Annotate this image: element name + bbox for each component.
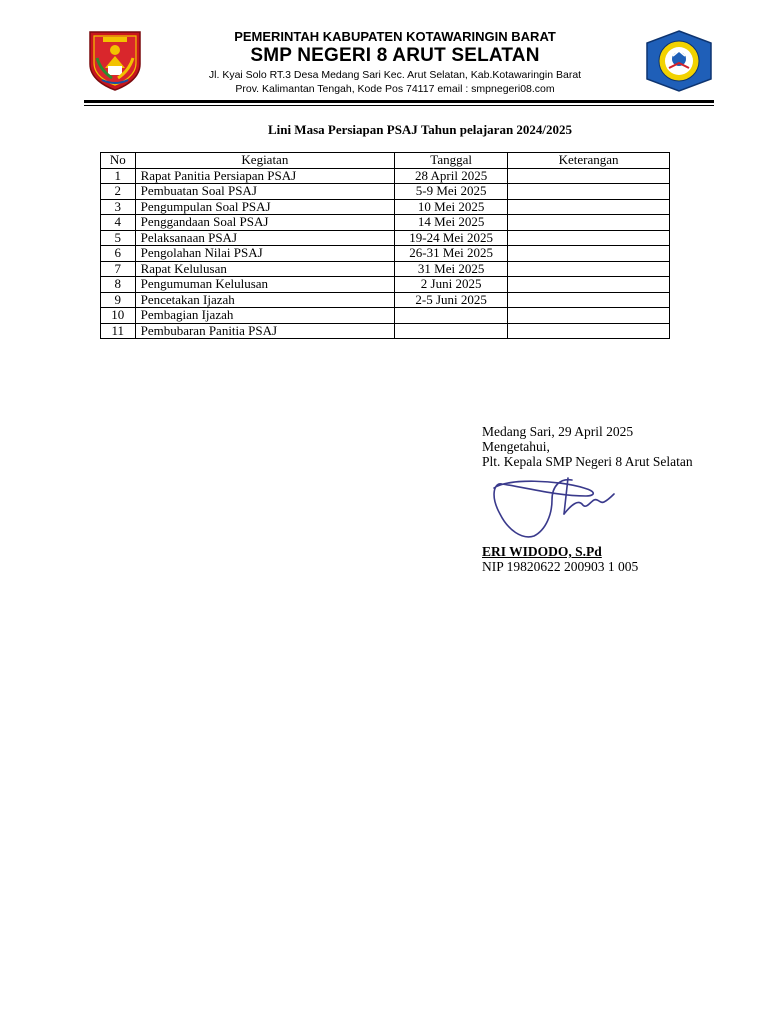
cell-no: 5 bbox=[101, 230, 136, 246]
cell-keterangan bbox=[508, 246, 670, 262]
table-row bbox=[101, 184, 670, 200]
cell-kegiatan: Pengolahan Nilai PSAJ bbox=[135, 246, 395, 262]
cell-kegiatan: Rapat Kelulusan bbox=[135, 261, 395, 277]
cell-no: 3 bbox=[101, 199, 136, 215]
cell-no: 6 bbox=[101, 246, 136, 262]
school-emblem-logo bbox=[645, 30, 713, 92]
timeline-table bbox=[100, 152, 670, 339]
cell-keterangan bbox=[508, 308, 670, 324]
cell-keterangan bbox=[508, 323, 670, 339]
cell-keterangan bbox=[508, 261, 670, 277]
school-address-line2: Prov. Kalimantan Tengah, Kode Pos 74117 email : smpnegeri08.com bbox=[235, 83, 555, 95]
cell-keterangan bbox=[508, 230, 670, 246]
cell-kegiatan: Pengumpulan Soal PSAJ bbox=[135, 199, 395, 215]
header-tanggal: Tanggal bbox=[395, 153, 508, 169]
government-name: PEMERINTAH KABUPATEN KOTAWARINGIN BARAT bbox=[234, 29, 556, 44]
table-row bbox=[101, 261, 670, 277]
document-title: Lini Masa Persiapan PSAJ Tahun pelajaran 2024/2025 bbox=[267, 122, 573, 137]
table-row bbox=[101, 168, 670, 184]
signature-block bbox=[482, 424, 693, 469]
regency-emblem-logo bbox=[86, 28, 144, 92]
cell-no: 11 bbox=[101, 323, 136, 339]
cell-tanggal: 2 Juni 2025 bbox=[395, 277, 508, 293]
cell-tanggal: 28 April 2025 bbox=[395, 168, 508, 184]
cell-tanggal: 5-9 Mei 2025 bbox=[395, 184, 508, 200]
cell-no: 4 bbox=[101, 215, 136, 231]
signer-position: Plt. Kepala SMP Negeri 8 Arut Selatan bbox=[482, 454, 693, 469]
cell-keterangan bbox=[508, 184, 670, 200]
cell-kegiatan: Penggandaan Soal PSAJ bbox=[135, 215, 395, 231]
acknowledged-label: Mengetahui, bbox=[482, 439, 550, 454]
header-no: No bbox=[101, 153, 136, 169]
table-row bbox=[101, 323, 670, 339]
cell-tanggal: 19-24 Mei 2025 bbox=[395, 230, 508, 246]
handwritten-signature bbox=[488, 474, 618, 542]
cell-no: 1 bbox=[101, 168, 136, 184]
table-row bbox=[101, 277, 670, 293]
cell-keterangan bbox=[508, 277, 670, 293]
cell-no: 2 bbox=[101, 184, 136, 200]
header-kegiatan: Kegiatan bbox=[135, 153, 395, 169]
cell-kegiatan: Pembuatan Soal PSAJ bbox=[135, 184, 395, 200]
cell-tanggal: 10 Mei 2025 bbox=[395, 199, 508, 215]
signer-nip: NIP 19820622 200903 1 005 bbox=[482, 559, 639, 574]
table-row bbox=[101, 215, 670, 231]
cell-tanggal: 2-5 Juni 2025 bbox=[395, 292, 508, 308]
cell-tanggal: 26-31 Mei 2025 bbox=[395, 246, 508, 262]
cell-no: 7 bbox=[101, 261, 136, 277]
cell-kegiatan: Pengumuman Kelulusan bbox=[135, 277, 395, 293]
cell-kegiatan: Pembagian Ijazah bbox=[135, 308, 395, 324]
table-header-row bbox=[101, 153, 670, 169]
table-row bbox=[101, 292, 670, 308]
cell-keterangan bbox=[508, 292, 670, 308]
table-body bbox=[101, 168, 670, 339]
signer-name: ERI WIDODO, S.Pd bbox=[482, 544, 602, 559]
table-row bbox=[101, 199, 670, 215]
table-row bbox=[101, 230, 670, 246]
cell-kegiatan: Rapat Panitia Persiapan PSAJ bbox=[135, 168, 395, 184]
table-row bbox=[101, 246, 670, 262]
letterhead-divider-thick bbox=[84, 100, 714, 103]
cell-no: 9 bbox=[101, 292, 136, 308]
cell-tanggal bbox=[395, 308, 508, 324]
header-keterangan: Keterangan bbox=[508, 153, 670, 169]
cell-no: 8 bbox=[101, 277, 136, 293]
letterhead-divider-thin bbox=[84, 105, 714, 106]
cell-keterangan bbox=[508, 199, 670, 215]
cell-tanggal bbox=[395, 323, 508, 339]
cell-keterangan bbox=[508, 215, 670, 231]
cell-kegiatan: Pencetakan Ijazah bbox=[135, 292, 395, 308]
school-name: SMP NEGERI 8 ARUT SELATAN bbox=[250, 45, 540, 66]
table-row bbox=[101, 308, 670, 324]
cell-keterangan bbox=[508, 168, 670, 184]
cell-no: 10 bbox=[101, 308, 136, 324]
cell-tanggal: 14 Mei 2025 bbox=[395, 215, 508, 231]
cell-tanggal: 31 Mei 2025 bbox=[395, 261, 508, 277]
cell-kegiatan: Pembubaran Panitia PSAJ bbox=[135, 323, 395, 339]
place-date: Medang Sari, 29 April 2025 bbox=[482, 424, 634, 439]
cell-kegiatan: Pelaksanaan PSAJ bbox=[135, 230, 395, 246]
school-address-line1: Jl. Kyai Solo RT.3 Desa Medang Sari Kec. Arut Selatan, Kab.Kotawaringin Barat bbox=[208, 69, 582, 81]
